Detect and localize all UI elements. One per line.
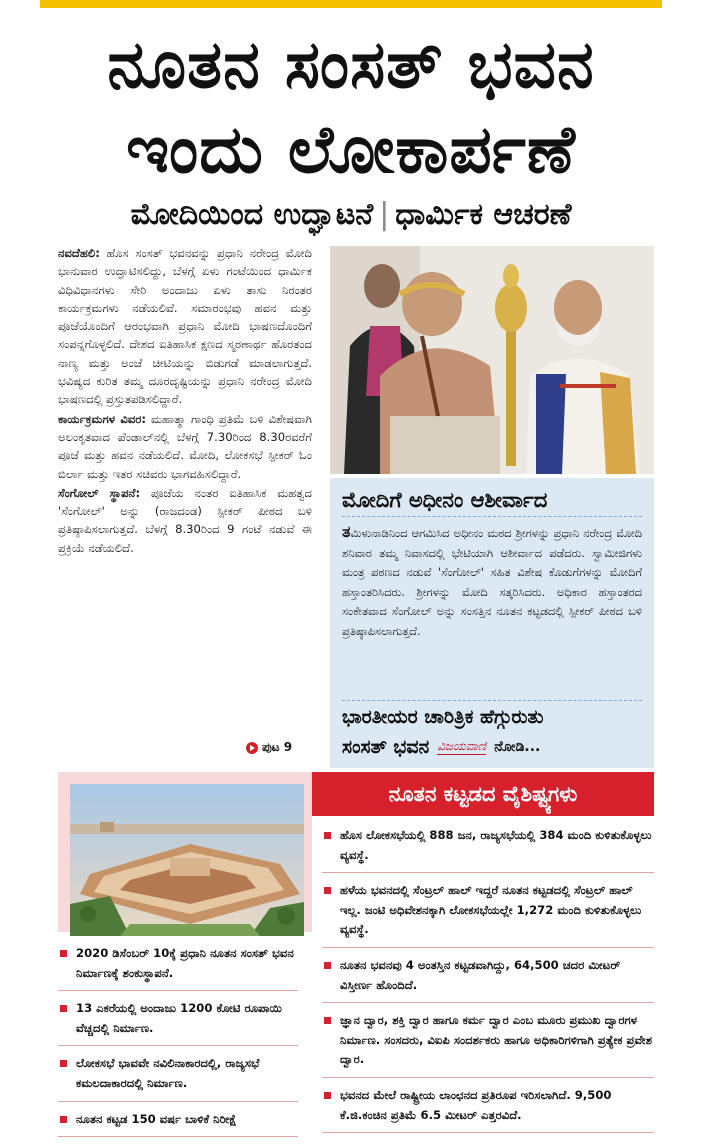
headline-line-2: ಇಂದು ಲೋಕಾರ್ಪಣೆ — [126, 111, 576, 188]
bullet-square-icon — [60, 1060, 67, 1067]
features-list-right — [322, 826, 654, 1141]
list-item-text: ಲೋಕಸಭೆ ಭಾವವೇ ನವಿಲಿನಾಕಾರದಲ್ಲಿ, ರಾಜ್ಯಸಭೆ ಕಮಲದಾಕಾರದಲ್ಲಿ ನಿರ್ಮಾಣ. — [76, 1056, 260, 1090]
list-item-text: 2020 ಡಿಸೆಂಬರ್ 10ಕ್ಕೆ ಪ್ರಧಾನಿ ನೂತನ ಸಂಸತ್ ಭವನ ನಿರ್ಮಾಣಕ್ಕೆ ಶಂಕುಸ್ಥಾಪನೆ. — [76, 946, 294, 980]
blessing-box — [330, 478, 654, 768]
article-text: ಮಹಾತ್ಮಾ ಗಾಂಧಿ ಪ್ರತಿಮೆ ಬಳಿ ವಿಶೇಷವಾಗಿ ಅಲಂಕೃತವಾದ ಪೆಂಡಾಲ್‌ನಲ್ಲಿ ಬೆಳಗ್ಗೆ 7.30ರಿಂದ 8.30ರವರೆಗೆ ಪೂಜೆ ಮತ್ತು ಹವನ ನಡೆಯಲಿದೆ. ಮೋದಿ, ಲೋಕಸಭೆ ಸ್ಪೀಕರ್ ಓಂ ಬಿರ್ಲಾ ಮತ್ತು ಇತರ ಸಚಿವರು ಭಾಗವಹಿಸಲಿದ್ದಾರೆ. — [58, 411, 312, 481]
bullet-square-icon — [324, 887, 331, 894]
article-text: ಹೊಸ ಸಂಸತ್ ಭವನವನ್ನು ಪ್ರಧಾನಿ ನರೇಂದ್ರ ಮೋದಿ ಭಾನುವಾರ ಉದ್ಘಾಟಿಸಲಿದ್ದು, ಬೆಳಗ್ಗೆ ಏಳು ಗಂಟೆಯಿಂದ ಧಾರ್ಮಿಕ ವಿಧಿವಿಧಾನಗಳು ಸೇರಿ ಅಂದಾಜು ಏಳು ತಾಸು ನಿರಂತರ ಕಾರ್ಯಕ್ರಮಗಳು ನಡೆಯಲಿವೆ. ಸಮಾರಂಭವು ಹವನ ಮತ್ತು ಪೂಜೆಯೊಂದಿಗೆ ಆರಂಭವಾಗಿ ಪ್ರಧಾನಿ ಮೋದಿ ಭಾಷಣದೊಂದಿಗೆ ಸಂಪನ್ನಗೊಳ್ಳಲಿದೆ. ದೇಶದ ಐತಿಹಾಸಿಕ ಕ್ಷಣದ ಸ್ಮರಣಾರ್ಥ ಹೊರತಂದ ನಾಣ್ಯ ಮತ್ತು ಅಂಚೆ ಚೀಟಿಯನ್ನು ಬಿಡುಗಡೆ ಮಾಡಲಾಗುತ್ತದೆ. ಭವಿಷ್ಯದ ಕುರಿತ ತಮ್ಮ ದೂರದೃಷ್ಟಿಯನ್ನು ಪ್ರಧಾನಿ ನರೇಂದ್ರ ಮೋದಿ ಭಾಷಣದಲ್ಲಿ ಪ್ರಸ್ತುತಪಡಿಸಲಿದ್ದಾರೆ. — [58, 246, 312, 407]
headline-line-1: ನೂತನ ಸಂಸತ್ ಭವನ — [107, 26, 595, 103]
list-item — [58, 1110, 298, 1138]
subheadline-right: ಧಾರ್ಮಿಕ ಆಚರಣೆ — [395, 197, 572, 232]
list-item-text: ನೂತನ ಭವನವು 4 ಅಂತಸ್ತಿನ ಕಟ್ಟಡವಾಗಿದ್ದು, 64,500 ಚದರ ಮೀಟರ್ ವಿಸ್ತೀರ್ಣ ಹೊಂದಿದೆ. — [340, 957, 621, 992]
list-item — [322, 956, 654, 1003]
bullet-square-icon — [324, 1092, 331, 1099]
dateline: ನವದೆಹಲಿ: — [58, 246, 100, 260]
bullet-square-icon — [60, 1116, 67, 1123]
bullet-square-icon — [60, 1005, 67, 1012]
bullet-square-icon — [60, 950, 67, 957]
features-banner: ನೂತನ ಕಟ್ಟಡದ ವೈಶಿಷ್ಟ್ಯಗಳು — [312, 772, 654, 816]
dropcap: ತ — [342, 522, 351, 541]
list-item — [58, 999, 298, 1046]
blessing-text — [342, 522, 642, 642]
continued-page: ಪುಟ 9 — [262, 740, 293, 754]
list-item-text: ಭವನದ ಮೇಲೆ ರಾಷ್ಟ್ರೀಯ ಲಾಂಛನದ ಪ್ರತಿರೂಪ ಇರಿಸಲಾಗಿದೆ. 9,500 ಕೆ.ಜಿ.ಕಂಚಿನ ಪ್ರತಿಮೆ 6.5 ಮೀಟರ್ ಎತ್ತರವಿದೆ. — [340, 1087, 612, 1122]
parliament-building-photo — [70, 784, 304, 936]
news-photo — [330, 246, 654, 474]
blessing-body: ಮಿಳುನಾಡಿನಿಂದ ಆಗಮಿಸಿದ ಅಧೀನಂ ಮಠದ ಶ್ರೀಗಳನ್ನು ಪ್ರಧಾನಿ ನರೇಂದ್ರ ಮೋದಿ ಶನಿವಾರ ತಮ್ಮ ನಿವಾಸದಲ್ಲಿ ಭೇಟಿಯಾಗಿ ಆಶೀರ್ವಾದ ಪಡೆದರು. ಸ್ವಾಮೀಜಿಗಳು ಮಂತ್ರ ಪಠಣದ ನಡುವೆ 'ಸೆಂಗೋಲ್' ಸಹಿತ ವಿಶೇಷ ಕೊಡುಗೆಗಳನ್ನು ಮೋದಿಗೆ ಹಸ್ತಾಂತರಿಸಿದರು. ಶ್ರೀಗಳನ್ನು ಮೋದಿ ಸತ್ಕರಿಸಿದರು. ಅಧಿಕಾರ ಹಸ್ತಾಂತರದ ಸಂಕೇತವಾದ ಸೆಂಗೋಲ್ ಅನ್ನು ಸಂಸತ್ತಿನ ನೂತನ ಕಟ್ಟಡದಲ್ಲಿ ಸ್ಪೀಕರ್ ಪೀಠದ ಬಳಿ ಪ್ರತಿಷ್ಠಾಪಿಸಲಾಗುತ್ತದೆ. — [342, 526, 642, 638]
top-accent-bar — [40, 0, 662, 8]
divider — [342, 516, 642, 517]
section-lead: ಕಾರ್ಯಕ್ರಮಗಳ ವಿವರ: — [58, 411, 147, 426]
article-text: ಪೂಜೆಯ ನಂತರ ಐತಿಹಾಸಿಕ ಮಹತ್ವದ 'ಸೆಂಗೋಲ್' ಅನ್ನು (ರಾಜದಂಡ) ಸ್ಪೀಕರ್ ಪೀಠದ ಬಳಿ ಪ್ರತಿಷ್ಠಾಪಿಸಲಾಗುತ್ತದೆ. ಬೆಳಗ್ಗೆ 8.30ರಿಂದ 9 ಗಂಟೆ ನಡುವೆ ಈ ಪ್ರಕ್ರಿಯೆ ನಡೆಯಲಿದೆ. — [58, 485, 312, 555]
list-item-text: ನೂತನ ಕಟ್ಟಡ 150 ವರ್ಷ ಬಾಳಿಕೆ ನಿರೀಕ್ಷೆ — [76, 1111, 237, 1126]
bullet-square-icon — [324, 1017, 331, 1024]
list-item-text: ಹೊಸ ಲೋಕಸಭೆಯಲ್ಲಿ 888 ಜನ, ರಾಜ್ಯಸಭೆಯಲ್ಲಿ 384 ಮಂದಿ ಕುಳಿತುಕೊಳ್ಳಲು ವ್ಯವಸ್ಥೆ. — [340, 828, 652, 862]
list-item — [322, 1011, 654, 1078]
continued-link[interactable] — [246, 740, 292, 755]
list-item — [322, 1086, 654, 1133]
divider — [342, 700, 642, 701]
blessing-title: ಮೋದಿಗೆ ಅಧೀನಂ ಆಶೀರ್ವಾದ — [342, 488, 548, 512]
promo-title: ಸಂಸತ್ ಭವನ — [342, 736, 430, 758]
promo-line-2[interactable] — [342, 736, 540, 758]
promo-line-1: ಭಾರತೀಯರ ಚಾರಿತ್ರಿಕ ಹೆಗ್ಗುರುತು — [342, 706, 544, 728]
article-paragraph — [58, 484, 312, 557]
subheadline-separator: | — [379, 197, 390, 232]
bullet-square-icon — [324, 962, 331, 969]
subheadline — [40, 194, 662, 236]
list-item — [322, 881, 654, 948]
list-item-text: ಹಳೆಯ ಭವನದಲ್ಲಿ ಸೆಂಟ್ರಲ್ ಹಾಲ್ ಇದ್ದರೆ ನೂತನ ಕಟ್ಟಡದಲ್ಲಿ ಸೆಂಟ್ರಲ್ ಹಾಲ್ ಇಲ್ಲ. ಜಂಟಿ ಅಧಿವೇಶನಕ್ಕಾಗಿ ಲೋಕಸಭೆಯಲ್ಲೇ 1,272 ಮಂದಿ ಕುಳಿತುಕೊಳ್ಳಲು ವ್ಯವಸ್ಥೆ. — [340, 883, 642, 937]
list-item — [58, 944, 298, 991]
article-paragraph — [58, 244, 312, 409]
building-illustration — [70, 784, 304, 936]
list-item-text: ಜ್ಞಾನ ದ್ವಾರ, ಶಕ್ತಿ ದ್ವಾರ ಹಾಗೂ ಕರ್ಮ ದ್ವಾರ ಎಂಬ ಮೂರು ಪ್ರಮುಖ ದ್ವಾರಗಳ ನಿರ್ಮಾಣ. ಸಂಸದರು, ವಿಐಪಿ ಸಂದರ್ಶಕರು ಹಾಗೂ ಅಧಿಕಾರಿಗಳಿಗಾಗಿ ಪ್ರತ್ಯೇಕ ಪ್ರವೇಶ ದ್ವಾರ. — [340, 1013, 653, 1067]
features-list-left — [58, 944, 298, 1145]
bullet-square-icon — [324, 832, 331, 839]
subheadline-left: ಮೋದಿಯಿಂದ ಉದ್ಘಾಟನೆ — [130, 197, 374, 232]
list-item — [58, 1054, 298, 1101]
photo-illustration — [330, 246, 654, 474]
section-lead: ಸೆಂಗೋಲ್ ಸ್ಥಾಪನೆ: — [58, 485, 141, 500]
arrow-right-icon — [246, 742, 258, 754]
brand-logo: ವಿಜಯವಾಣಿ — [437, 739, 487, 753]
list-item — [322, 826, 654, 873]
main-article — [58, 244, 312, 558]
see-link[interactable]: ನೋಡಿ... — [494, 739, 541, 755]
article-paragraph — [58, 410, 312, 483]
list-item-text: 13 ಎಕರೆಯಲ್ಲಿ ಅಂದಾಜು 1200 ಕೋಟಿ ರೂಪಾಯಿ ವೆಚ್ಚದಲ್ಲಿ ನಿರ್ಮಾಣ. — [76, 1001, 282, 1035]
